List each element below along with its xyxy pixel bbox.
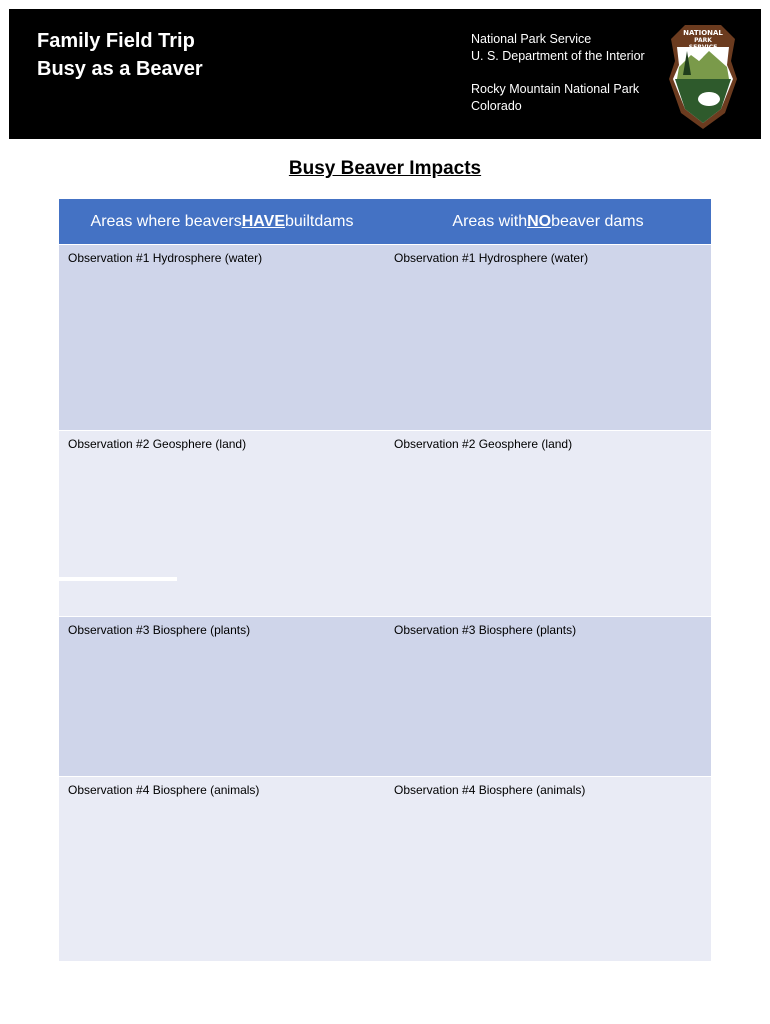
park-state: Colorado — [471, 99, 522, 113]
logo-line-1: NATIONAL — [683, 29, 723, 37]
observation-cell-no-dams[interactable]: Observation #2 Geosphere (land) — [394, 437, 573, 451]
nps-arrowhead-logo-icon — [663, 21, 743, 131]
observation-cell-have-dams[interactable]: Observation #4 Biosphere (animals) — [68, 783, 260, 797]
logo-line-2: PARK — [694, 37, 712, 44]
observation-cell-no-dams[interactable]: Observation #3 Biosphere (plants) — [394, 623, 577, 637]
title-line-1: Family Field Trip — [37, 30, 195, 52]
observation-cell-have-dams[interactable]: Observation #3 Biosphere (plants) — [68, 623, 251, 637]
agency-info — [471, 31, 645, 115]
header-banner — [9, 9, 761, 139]
title-line-2: Busy as a Beaver — [37, 58, 203, 80]
column-header-no-dams: Areas with NO beaver dams — [452, 212, 644, 230]
column-header-have-dams: Areas where beavers HAVE builtdams — [90, 212, 354, 230]
observation-cell-no-dams[interactable]: Observation #4 Biosphere (animals) — [394, 783, 586, 797]
observation-cell-have-dams[interactable]: Observation #1 Hydrosphere (water) — [68, 251, 263, 265]
table-row — [59, 430, 711, 616]
agency-name: National Park Service — [471, 32, 592, 46]
table-row — [59, 616, 711, 776]
department-name: U. S. Department of the Interior — [471, 49, 645, 63]
table-row — [59, 244, 711, 430]
park-name: Rocky Mountain National Park — [471, 82, 640, 96]
table-header — [59, 199, 711, 244]
observation-cell-have-dams[interactable]: Observation #2 Geosphere (land) — [68, 437, 247, 451]
logo-line-3: SERVICE — [688, 44, 718, 51]
table-row — [59, 776, 711, 961]
trip-title — [37, 27, 203, 83]
white-divider-mark — [59, 577, 177, 581]
page-heading: Busy Beaver Impacts — [288, 158, 482, 179]
observation-cell-no-dams[interactable]: Observation #1 Hydrosphere (water) — [394, 251, 589, 265]
